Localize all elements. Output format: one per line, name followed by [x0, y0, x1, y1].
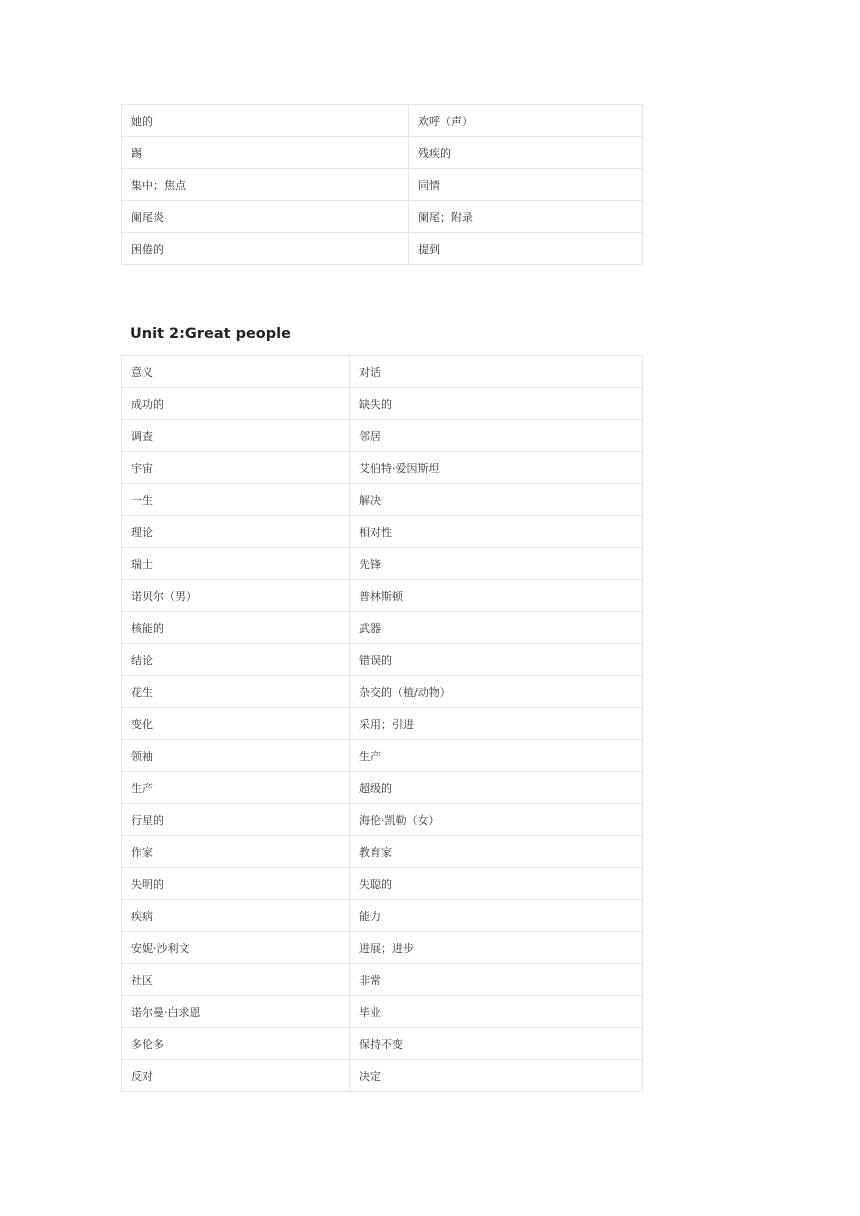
section-title-unit-2: Unit 2:Great people: [130, 326, 291, 342]
term-cell: 核能的: [122, 612, 350, 644]
term-cell-right: 解决: [350, 484, 643, 516]
term-cell: 诺尔曼·白求恩: [122, 996, 350, 1028]
term-cell-right: 决定: [350, 1060, 643, 1092]
term-cell: 意义: [122, 356, 350, 388]
vocabulary-table-unit-2: [121, 355, 643, 1092]
term-cell-right: 采用；引进: [350, 708, 643, 740]
term-cell-right: 海伦·凯勒（女）: [350, 804, 643, 836]
table-row: [122, 612, 643, 644]
term-cell: 集中；焦点: [122, 169, 409, 201]
term-cell-right: 杂交的（植/动物）: [350, 676, 643, 708]
term-cell-right: 欢呼（声）: [409, 105, 643, 137]
table-row: [122, 452, 643, 484]
term-cell-right: 艾伯特·爱因斯坦: [350, 452, 643, 484]
term-cell-right: 阑尾；附录: [409, 201, 643, 233]
table-row: [122, 900, 643, 932]
term-cell: 变化: [122, 708, 350, 740]
table-row: [122, 1028, 643, 1060]
term-cell: 领袖: [122, 740, 350, 772]
term-cell-right: 同情: [409, 169, 643, 201]
term-cell-right: 教育家: [350, 836, 643, 868]
term-cell: 生产: [122, 772, 350, 804]
table-row: [122, 644, 643, 676]
term-cell-right: 生产: [350, 740, 643, 772]
term-cell: 踢: [122, 137, 409, 169]
term-cell: 社区: [122, 964, 350, 996]
term-cell: 她的: [122, 105, 409, 137]
table-row: [122, 548, 643, 580]
term-cell-right: 相对性: [350, 516, 643, 548]
table-row: [122, 932, 643, 964]
term-cell-right: 保持不变: [350, 1028, 643, 1060]
term-cell-right: 邻居: [350, 420, 643, 452]
term-cell: 结论: [122, 644, 350, 676]
term-cell: 调查: [122, 420, 350, 452]
term-cell: 反对: [122, 1060, 350, 1092]
term-cell: 花生: [122, 676, 350, 708]
table-row: [122, 964, 643, 996]
table-row: [122, 1060, 643, 1092]
term-cell: 作家: [122, 836, 350, 868]
term-cell-right: 先锋: [350, 548, 643, 580]
document-page: [121, 104, 642, 1092]
term-cell: 阑尾炎: [122, 201, 409, 233]
term-cell: 行星的: [122, 804, 350, 836]
table-row: [122, 484, 643, 516]
term-cell-right: 提到: [409, 233, 643, 265]
term-cell-right: 进展；进步: [350, 932, 643, 964]
term-cell: 安妮·沙利文: [122, 932, 350, 964]
table-row: [122, 105, 643, 137]
table-row: [122, 169, 643, 201]
term-cell-right: 对话: [350, 356, 643, 388]
table-row: [122, 868, 643, 900]
table-row: [122, 356, 643, 388]
table-row: [122, 804, 643, 836]
term-cell: 诺贝尔（男）: [122, 580, 350, 612]
term-cell-right: 失聪的: [350, 868, 643, 900]
term-cell: 宇宙: [122, 452, 350, 484]
table-row: [122, 580, 643, 612]
table-row: [122, 740, 643, 772]
table-row: [122, 137, 643, 169]
table-row: [122, 996, 643, 1028]
term-cell-right: 普林斯顿: [350, 580, 643, 612]
table-row: [122, 708, 643, 740]
term-cell: 疾病: [122, 900, 350, 932]
table-row: [122, 420, 643, 452]
term-cell: 多伦多: [122, 1028, 350, 1060]
table-row: [122, 836, 643, 868]
term-cell-right: 残疾的: [409, 137, 643, 169]
term-cell: 失明的: [122, 868, 350, 900]
term-cell: 一生: [122, 484, 350, 516]
term-cell-right: 武器: [350, 612, 643, 644]
vocabulary-table-1: [121, 104, 643, 265]
term-cell: 成功的: [122, 388, 350, 420]
table-row: [122, 201, 643, 233]
term-cell-right: 错误的: [350, 644, 643, 676]
table-row: [122, 676, 643, 708]
term-cell-right: 超级的: [350, 772, 643, 804]
term-cell: 理论: [122, 516, 350, 548]
term-cell-right: 缺失的: [350, 388, 643, 420]
table-row: [122, 772, 643, 804]
table-row: [122, 233, 643, 265]
term-cell-right: 能力: [350, 900, 643, 932]
term-cell: 困倦的: [122, 233, 409, 265]
term-cell-right: 毕业: [350, 996, 643, 1028]
table-row: [122, 516, 643, 548]
table-row: [122, 388, 643, 420]
term-cell: 瑞士: [122, 548, 350, 580]
term-cell-right: 非常: [350, 964, 643, 996]
